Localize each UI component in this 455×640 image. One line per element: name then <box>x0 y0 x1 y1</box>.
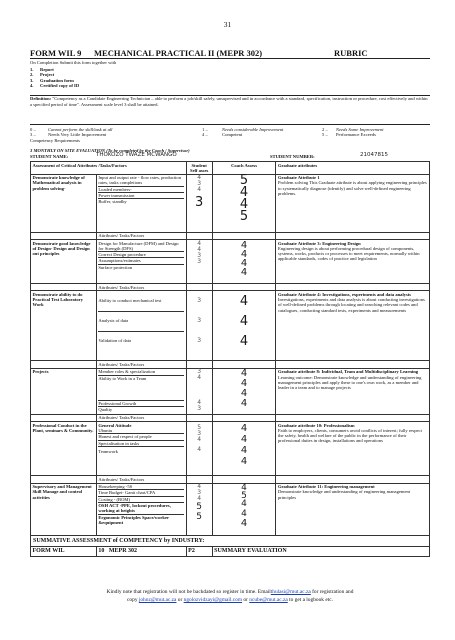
summative-row <box>31 535 430 546</box>
criteria-cell: Ability to conduct mechanical test Analysis of data Validation of data <box>96 291 186 361</box>
self-score-cell: 5 3 4 4 <box>186 422 212 476</box>
criteria-cell: Member roles & specialization Ability to Work in a Team Professional Growth Quality <box>96 368 186 414</box>
student-number-value: 21047815 <box>360 152 388 158</box>
coach-score-cell: 4 4 4 4 <box>212 368 276 414</box>
definition-text: "Competency as a Candidate Engineering Technician – able to perform a job/skill safely, unsupervised and in accordance with a standard, specification, instruction or procedure, cost effectively and within a specified period of time". Assessment scale level 3 shall be attained. <box>30 96 428 107</box>
section-title: Supervisory and Management Skill Manage and control activities <box>31 483 97 535</box>
coach-score-cell: 4 5 4 4 4 <box>212 483 276 535</box>
section-title: Demonstrate good knowledge of Design- Design and Design out principles <box>31 239 97 283</box>
header-graduate-attributes: Graduate attributes <box>276 162 430 175</box>
criteria-cell: Input and output rate - flow rates, production rates, tasks completions Loaded members- Power transmission Buffer, standby <box>96 174 186 232</box>
email-link-gmail[interactable]: ngolozvidzayi@gmail.com <box>183 597 243 603</box>
table-row <box>31 422 430 476</box>
assessment-scale: 0 – Cannot perform the skill/task at all 1 – Needs considerable Improvement 2 – Needs Some Improvement 3 – Needs Very Little Improvement 4 – Competent 5 – Performance Exceeds Competency Requirements <box>30 127 384 143</box>
criteria-cell: Design for Manufacture (DFM) and Design for Strength (DFS) Correct Design procedure Assumptions/estimates Surface protection <box>96 239 186 283</box>
self-score-cell: 4 4 3 3 <box>186 239 212 283</box>
header-student-self: Student Self asses <box>186 162 212 175</box>
table-row <box>31 368 430 414</box>
header-rule <box>30 58 430 59</box>
table-row <box>31 291 430 361</box>
checklist-item: 1. Report <box>30 67 54 72</box>
coach-score-cell: 4 4 4 <box>212 291 276 361</box>
footer-form-code: FORM WIL <box>31 546 97 556</box>
subheader-row: Attributes/ Tasks/Factors <box>31 283 430 290</box>
graduate-attribute-cell: Graduate attribute 8: Individual, Team and Multidisciplinary Learning Learning outcome: Demonstrate knowledge and understanding of engineering management principles and apply these to one's own work, as a member and leader in a team and to manage projects <box>276 368 430 414</box>
monthly-evaluation-title: 3 MONTHLY ON SITE EVALUATION (To be completed by the Coach / Supervisor) <box>30 148 190 153</box>
criteria-cell: Housekeeping -5S Time Budget- Gantt chart/CPA Costing - (BOM) OSH ACT -PPE, lockout procedures, working at heights Ergonomic Principles Space/worker &equipment <box>96 483 186 535</box>
subheader-row: Attributes/ Tasks/Factors <box>31 361 430 368</box>
summative-title: SUMMATIVE ASSESSMENT of COMPETENCY by INDUSTRY: <box>31 535 430 546</box>
section-title: Projects <box>31 368 97 414</box>
form-code: FORM WIL 9 <box>30 48 82 58</box>
footer-form-code-number: 10 MEPR 302 <box>96 546 186 556</box>
checklist-item: 2. Project <box>30 72 55 78</box>
checklist-item: 4. Certified copy of ID <box>30 83 80 89</box>
form-rubric: RUBRIC <box>334 48 368 58</box>
student-info <box>30 154 430 161</box>
email-link-johnz[interactable]: johnz@mut.ac.za <box>138 597 177 603</box>
graduate-attribute-cell: Graduate attribute 10: Professionalism Faith to employers, clients, consumers avoid conflicts of interest; fully respect the safety, health and welfare of the public in the performance of their professional duties in design, installations and operations <box>276 422 430 476</box>
footer-note-line-2: copy johnz@mut.ac.za or ngolozvidzayi@gmail.com or ncube@mut.ac.za to get a logbook etc. <box>127 597 333 603</box>
graduate-attribute-cell: Graduate Attribute 1 Problem solving This Graduate attribute is about applying engineering principles to systematically diagnose (identify) and solve well-defined engineering problems. <box>276 174 430 232</box>
subheader-row: Attributes/ Tasks/Factors <box>31 232 430 239</box>
header-coach: Coach Assess <box>212 162 276 175</box>
footer-page: P2 <box>186 546 212 556</box>
table-row <box>31 174 430 232</box>
footer-summary: SUMMARY EVALUATION <box>212 546 429 556</box>
section-title: Demonstrate knowledge of Mathematical analysis in problem solving- <box>31 174 97 232</box>
student-name-label: STUDENT NAME: <box>30 154 69 159</box>
subheader-row: Attributes/ Tasks/Factors <box>31 414 430 421</box>
table-row <box>31 239 430 283</box>
submit-note: On Completion Submit this form together with <box>30 60 117 65</box>
coach-score-cell: 5 4 4 5 <box>212 174 276 232</box>
coach-score-cell: 4 4 4 4 <box>212 239 276 283</box>
definition-label: Definition: <box>30 96 52 101</box>
submission-checklist <box>30 67 79 89</box>
page-number: 31 <box>223 20 232 29</box>
self-score-cell: 3 3 3 <box>186 291 212 361</box>
form-header <box>30 48 430 58</box>
header-criteria: Assessment of Critical Attributes /Tasks/Factors <box>31 162 187 175</box>
form-footer-row <box>31 546 430 556</box>
student-number-label: STUDENT NUMBER: <box>270 154 315 159</box>
table-header-row <box>31 162 430 175</box>
assessment-table <box>30 161 430 557</box>
graduate-attribute-cell: Graduate Attribute 3: Engineering Design Engineering design is about performing procedural design of components, systems, works, products or processes to meet requirements, normally within applicable standards, codes of practice and legislation <box>276 239 430 283</box>
self-score-cell: 4 3 4 5 5 <box>186 483 212 535</box>
checklist-item: 3. Graduation form <box>30 77 74 83</box>
email-link-thulasi[interactable]: thulasi@mut.ac.za <box>270 589 311 595</box>
email-link-ncube[interactable]: ncube@mut.ac.za <box>249 597 288 603</box>
section-title: Professional Conduct in the Plant, seminars & Community. <box>31 422 97 476</box>
self-score-cell: 4 3 4 3 <box>186 174 212 232</box>
form-title: MECHANICAL PRACTICAL II (MEPR 302) <box>94 48 263 58</box>
table-row <box>31 483 430 535</box>
definition-block <box>30 96 428 107</box>
subheader-row: Attributes/ Tasks/Factors <box>31 476 430 483</box>
definition-bottom-rule <box>30 124 430 125</box>
criteria-cell: General Attitude Ubuntu Honest and respect of people Specialisation in tasks Teamwork <box>96 422 186 476</box>
self-score-cell: 3 4 4 3 <box>186 368 212 414</box>
footer-note: Kindly note that registration will not be backdated so register in time. Emailthulasi@mut.ac.za for registration and <box>106 589 354 595</box>
coach-score-cell: 4 4 4 4 <box>212 422 276 476</box>
student-name-value: THOKOZO TWAZE MCWANGO <box>96 152 177 158</box>
graduate-attribute-cell: Graduate Attribute 11: Engineering management Demonstrate knowledge and understanding of engineering management principles <box>276 483 430 535</box>
section-title: Demonstrate ability to do Practical Test Laboratory Work <box>31 291 97 361</box>
graduate-attribute-cell: Graduate Attribute 4: Investigations, experiments and data analysis Investigations, experiments and data analysis is about conducting investigations of well-defined problems through locating and searching relevant codes and catalogues, conducting standard tests, experiments and measurements <box>276 291 430 361</box>
